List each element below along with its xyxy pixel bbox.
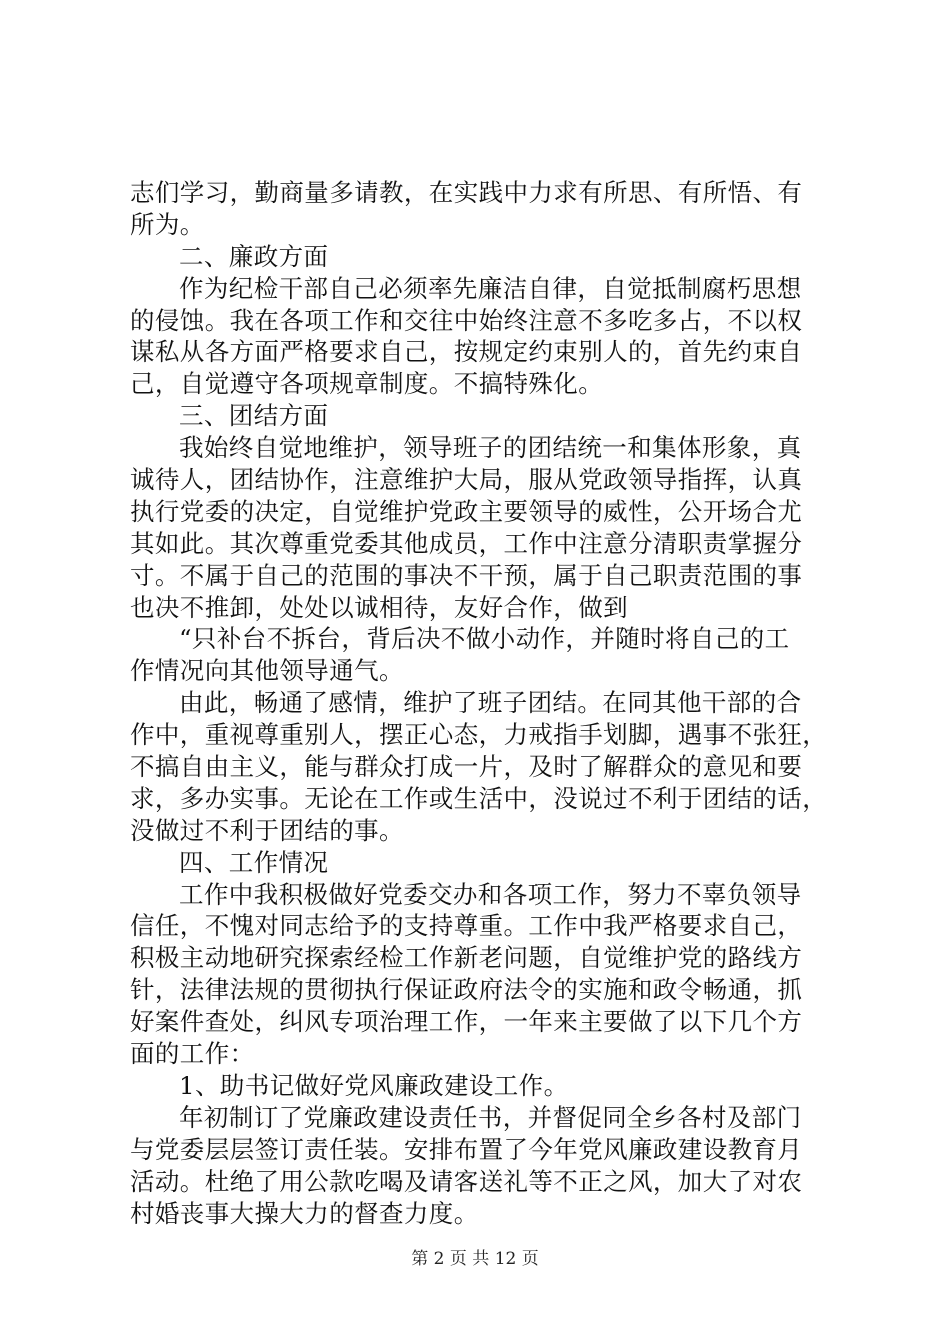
text-line: 村婚丧事大操大力的督查力度。	[130, 1198, 479, 1228]
text-line: 工作中我积极做好党委交办和各项工作，努力不辜负领导	[179, 879, 802, 909]
text-line: 三、团结方面	[179, 401, 329, 431]
text-line: 执行党委的决定，自觉维护党政主要领导的威性，公开场合尤	[130, 496, 803, 526]
text-line: 我始终自觉地维护，领导班子的团结统一和集体形象，真	[179, 433, 802, 463]
text-line: “只补台不拆台，背后决不做小动作，并随时将自己的工	[179, 624, 790, 654]
text-line: 也决不推卸，处处以诚相待，友好合作，做到	[130, 592, 628, 622]
text-line: 好案件查处，纠风专项治理工作，一年来主要做了以下几个方	[130, 1007, 803, 1037]
text-line: 志们学习，勤商量多请教，在实践中力求有所思、有所悟、有	[130, 178, 803, 207]
text-line: 己，自觉遵守各项规章制度。不搞特殊化。	[130, 369, 604, 399]
text-line: 作为纪检干部自己必须率先廉洁自律，自觉抵制腐朽思想	[179, 273, 802, 303]
text-line: 求，多办实事。无论在工作或生活中，没说过不利于团结的话，	[130, 783, 828, 813]
page-footer: 第 2 页 共 12 页	[411, 1249, 539, 1269]
text-line: 其如此。其次尊重党委其他成员，工作中注意分清职责掌握分	[130, 528, 803, 558]
text-line: 由此，畅通了感情，维护了班子团结。在同其他干部的合	[179, 688, 802, 718]
text-line: 活动。杜绝了用公款吃喝及请客送礼等不正之风，加大了对农	[130, 1166, 803, 1196]
text-line: 积极主动地研究探索经检工作新老问题，自觉维护党的路线方	[130, 943, 803, 973]
text-line: 的侵蚀。我在各项工作和交往中始终注意不多吃多占，不以权	[130, 305, 803, 335]
text-line: 寸。不属于自己的范围的事决不干预，属于自己职责范围的事	[130, 560, 803, 590]
text-line: 二、廉政方面	[179, 241, 329, 271]
text-line: 1、助书记做好党风廉政建设工作。	[179, 1070, 569, 1100]
text-line: 诚待人，团结协作，注意维护大局，服从党政领导指挥，认真	[130, 465, 803, 495]
text-line: 所为。	[130, 209, 205, 239]
text-line: 作情况向其他领导通气。	[130, 656, 404, 686]
text-line: 不搞自由主义，能与群众打成一片，及时了解群众的意见和要	[130, 752, 803, 782]
text-line: 面的工作：	[130, 1039, 255, 1069]
text-line: 信任，不愧对同志给予的支持尊重。工作中我严格要求自己，	[130, 911, 803, 941]
text-line: 与党委层层签订责任装。安排布置了今年党风廉政建设教育月	[130, 1134, 803, 1164]
text-line: 没做过不利于团结的事。	[130, 815, 404, 845]
document-body	[130, 177, 835, 1229]
text-line: 作中，重视尊重别人，摆正心态，力戒指手划脚，遇事不张狂，	[130, 720, 828, 750]
text-line: 谋私从各方面严格要求自己，按规定约束别人的，首先约束自	[130, 337, 803, 367]
text-line: 四、工作情况	[179, 847, 329, 877]
text-line: 针，法律法规的贯彻执行保证政府法令的实施和政令畅通，抓	[130, 975, 803, 1005]
text-line: 年初制订了党廉政建设责任书，并督促同全乡各村及部门	[179, 1102, 802, 1132]
